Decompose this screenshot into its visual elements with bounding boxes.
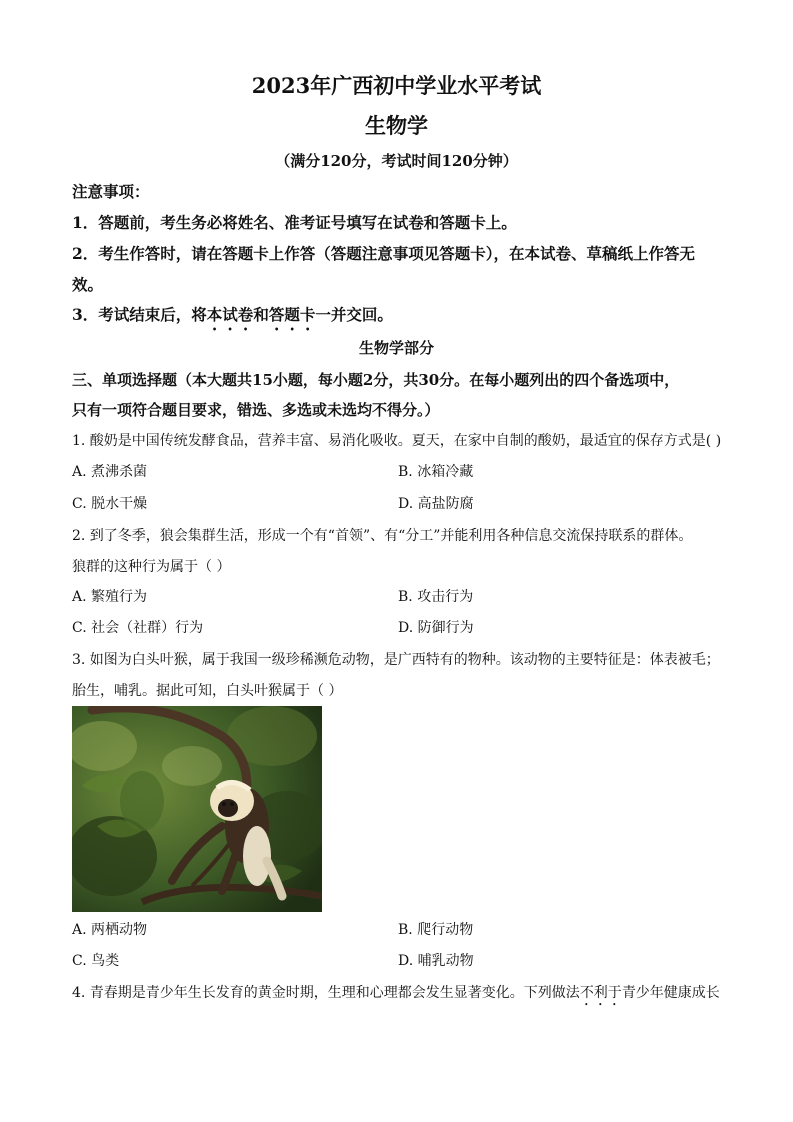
section-part-title: 生物学部分: [358, 339, 434, 357]
notice-item-2-line-2: 效。: [72, 275, 104, 294]
question-2-option-b: B. 攻击行为: [398, 589, 474, 605]
question-3-stem-line-1: 3. 如图为白头叶猴，属于我国一级珍稀濒危动物，是广西特有的物种。该动物的主要特征是：体表被毛；: [72, 652, 720, 668]
question-3-option-d: D. 哺乳动物: [398, 953, 474, 969]
question-4-stem-emph: 不利于: [579, 985, 622, 1001]
question-2-stem-line-1: 2. 到了冬季，狼会集群生活，形成一个有“首领”、有“分工”并能利用各种信息交流保持联系的群体。: [72, 528, 693, 544]
notice-item-2-line-1: 2．考生作答时，请在答题卡上作答（答题注意事项见答题卡），在本试卷、草稿纸上作答无: [72, 244, 696, 263]
question-2-stem-line-2: 狼群的这种行为属于（ ）: [72, 559, 231, 575]
section-heading-line-1: 三、单项选择题（本大题共15小题，每小题2分，共30分。在每小题列出的四个备选项中，: [72, 371, 680, 389]
notice-item-3-mid: 和: [253, 305, 269, 324]
white-headed-langur-illustration: [72, 706, 322, 912]
question-4-stem-pre: 4. 青春期是青少年生长发育的黄金时期，生理和心理都会发生显著变化。下列做法: [72, 985, 580, 1001]
notice-item-3-pre: 3．考试结束后，将: [72, 305, 207, 324]
langur-photo: [72, 706, 322, 912]
question-4-stem-post: 青少年健康成长: [621, 985, 720, 1001]
notice-item-3: [72, 304, 724, 334]
question-3-stem-line-2: 胎生，哺乳。据此可知，白头叶猴属于（ ）: [72, 683, 343, 699]
question-4-stem: [72, 982, 724, 1009]
question-1-option-b: B. 冰箱冷藏: [398, 464, 474, 480]
question-3-option-c: C. 鸟类: [72, 953, 120, 969]
exam-title: 2023年广西初中学业水平考试: [251, 73, 542, 98]
question-1-option-a: A. 煮沸杀菌: [72, 464, 148, 480]
question-3-option-a: A. 两栖动物: [72, 922, 148, 938]
notice-item-1: 1．答题前，考生务必将姓名、准考证号填写在试卷和答题卡上。: [72, 213, 517, 232]
notice-heading: 注意事项：: [72, 182, 150, 201]
notice-item-3-emph-2: 答题卡: [268, 305, 316, 324]
section-heading-line-2: 只有一项符合题目要求，错选、多选或未选均不得分。）: [72, 401, 440, 419]
question-1-stem: 1. 酸奶是中国传统发酵食品，营养丰富、易消化吸收。夏天，在家中自制的酸奶，最适宜的保存方式是( ): [72, 433, 722, 449]
notice-item-3-post: 一并交回。: [315, 305, 393, 324]
question-2-option-d: D. 防御行为: [398, 620, 474, 636]
subject-title: 生物学: [365, 113, 428, 138]
question-1-option-c: C. 脱水干燥: [72, 496, 148, 512]
exam-info: （满分120分，考试时间120分钟）: [275, 152, 518, 170]
question-1-option-d: D. 高盐防腐: [398, 496, 474, 512]
notice-item-3-emph-1: 本试卷: [206, 305, 254, 324]
question-2-option-c: C. 社会（社群）行为: [72, 620, 204, 636]
question-2-option-a: A. 繁殖行为: [72, 589, 148, 605]
question-3-option-b: B. 爬行动物: [398, 922, 474, 938]
